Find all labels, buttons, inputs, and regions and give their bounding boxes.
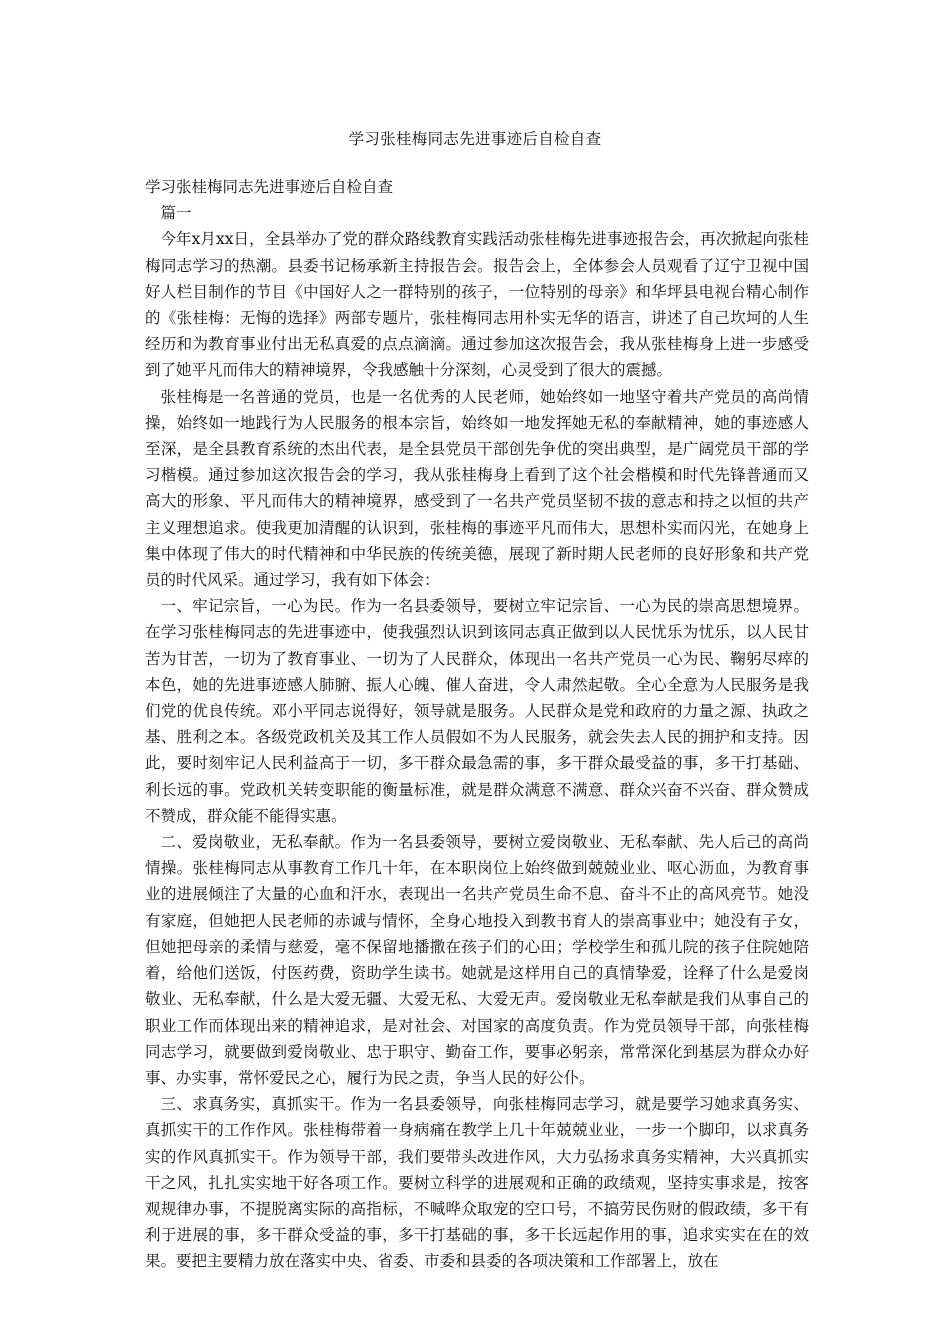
document-subtitle: 学习张桂梅同志先进事迹后自检自查 <box>145 178 394 196</box>
paragraph-1: 今年x月xx日，全县举办了党的群众路线教育实践活动张桂梅先进事迹报告会，再次掀起向张桂梅同志学习的热潮。县委书记杨承新主持报告会。报告会上，全体参会人员观看了辽宁卫视中国好人栏目制作的节目《中国好人之一群特别的孩子，一位特别的母亲》和华坪县电视台精心制作的《张桂梅：无悔的选择》两部专题片，张桂梅同志用朴实无华的语言，讲述了自己坎坷的人生经历和为教育事业付出无私真爱的点点滴滴。通过参加这次报告会，我从张桂梅身上进一步感受到了她平凡而伟大的精神境界，令我感触十分深刻，心灵受到了很大的震撼。 <box>145 230 809 380</box>
paragraph-2: 张桂梅是一名普通的党员，也是一名优秀的人民老师，她始终如一地坚守着共产党员的高尚情操，始终如一地践行为人民服务的根本宗旨，始终如一地发挥她无私的奉献精神，她的事迹感人至深，是全县教育系统的杰出代表，是全县党员干部创先争优的突出典型，是广阔党员干部的学习楷模。通过参加这次报告会的学习，我从张桂梅身上看到了这个社会楷模和时代先锋普通而又高大的形象、平凡而伟大的精神境界，感受到了一名共产党员坚韧不拔的意志和持之以恒的共产主义理想追求。使我更加清醒的认识到，张桂梅的事迹平凡而伟大，思想朴实而闪光，在她身上集中体现了伟大的时代精神和中华民族的传统美德，展现了新时期人民老师的良好形象和共产党员的时代风采。通过学习，我有如下体会： <box>145 387 809 590</box>
document-body <box>145 174 809 1275</box>
paragraph-5: 三、求真务实，真抓实干。作为一名县委领导，向张桂梅同志学习，就是要学习她求真务实、真抓实干的工作作风。张桂梅带着一身病痛在教学上几十年兢兢业业，一步一个脚印，以求真务实的作风真抓实干。作为领导干部，我们要带头改进作风，大力弘扬求真务实精神，大兴真抓实干之风，扎扎实实地干好各项工作。要树立科学的进展观和正确的政绩观，坚持实事求是，按客观规律办事，不提脱离实际的高指标，不喊哗众取宠的空口号，不搞劳民伤财的假政绩，多干有利于进展的事，多干群众受益的事，多干打基础的事，多干长远起作用的事，追求实实在在的效果。要把主要精力放在落实中央、省委、市委和县委的各项决策和工作部署上，放在 <box>145 1095 809 1271</box>
paragraph-3: 一、牢记宗旨，一心为民。作为一名县委领导，要树立牢记宗旨、一心为民的崇高思想境界。在学习张桂梅同志的先进事迹中，使我强烈认识到该同志真正做到以人民忧乐为忧乐，以人民甘苦为甘苦，一切为了教育事业、一切为了人民群众，体现出一名共产党员一心为民、鞠躬尽瘁的本色，她的先进事迹感人肺腑、振人心魄、催人奋进，令人肃然起敬。全心全意为人民服务是我们党的优良传统。邓小平同志说得好，领导就是服务。人民群众是党和政府的力量之源、执政之基、胜利之本。各级党政机关及其工作人员假如不为人民服务，就会失去人民的拥护和支持。因此，要时刻牢记人民利益高于一切，多干群众最急需的事，多干群众最受益的事，多干打基础、利长远的事。党政机关转变职能的衡量标准，就是群众满意不满意、群众兴奋不兴奋、群众赞成不赞成，群众能不能得实惠。 <box>145 597 809 825</box>
paragraph-4: 二、爱岗敬业，无私奉献。作为一名县委领导，要树立爱岗敬业、无私奉献、先人后己的高尚情操。张桂梅同志从事教育工作几十年，在本职岗位上始终做到兢兢业业、呕心沥血，为教育事业的进展倾注了大量的心血和汗水，表现出一名共产党员生命不息、奋斗不止的高风亮节。她没有家庭，但她把人民老师的赤诚与情怀，全身心地投入到教书育人的崇高事业中；她没有子女，但她把母亲的柔情与慈爱，毫不保留地播撒在孩子们的心田；学校学生和孤儿院的孩子住院她陪着，给他们送饭，付医药费，资助学生读书。她就是这样用自己的真情挚爱，诠释了什么是爱岗敬业、无私奉献，什么是大爱无疆、大爱无私、大爱无声。爱岗敬业无私奉献是我们从事自己的职业工作而体现出来的精神追求，是对社会、对国家的高度负责。作为党员领导干部，向张桂梅同志学习，就要做到爱岗敬业、忠于职守、勤奋工作，要事必躬亲，常常深化到基层为群众办好事、办实事，常怀爱民之心，履行为民之责，争当人民的好公仆。 <box>145 833 809 1087</box>
section-label: 篇一 <box>160 204 192 223</box>
document-title: 学习张桂梅同志先进事迹后自检自查 <box>348 130 602 148</box>
